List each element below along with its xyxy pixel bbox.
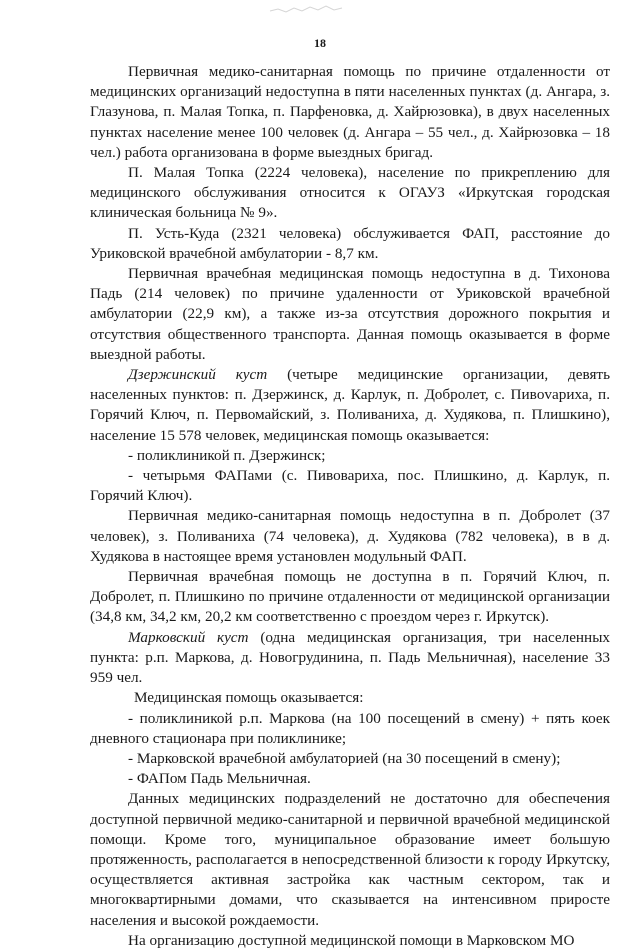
list-item: - ФАПом Падь Мельничная. (128, 770, 311, 788)
paragraph-insufficiency: Данных медицинских подразделений не достаточно для обеспечения доступной первичной медико-санитарной и первичной врачебной медицинской помощи. Кроме того, муниципальное образование имеет большую протяженность, располагается в непосредственной близости к городу Иркутску, осуществляется активная застройка как частным сектором, так и многоквартирными домами, что сказывается на интенсивном приросте населения и высокой рождаемости. (90, 790, 610, 929)
paragraph-malaya-topka: П. Малая Топка (2224 человека), население по прикреплению для медицинского обслуживания относится к ОГАУЗ «Иркутская городская клиническая больница № 9». (90, 164, 610, 222)
bush-description: (четыре медицинские организации, девять населенных пунктов: п. Дзержинск, д. Карлук, п. Добролет, с. Пивovариха, п. Горячий Ключ, п. Первомайский, з. Поливаниха, д. Худякова, п. Плишкино), население 15 578 человек, медицинская помощь оказывается: (90, 366, 610, 444)
bush-name-dzerzhinsky: Дзержинский куст (128, 366, 268, 384)
paragraph-markovsky-bush (90, 628, 610, 689)
paragraph-dzerzhinsky-bush (90, 365, 610, 446)
paragraph-tikhonova-pad: Первичная врачебная медицинская помощь недоступна в д. Тихонова Падь (214 человек) по причине удаленности от Уриковской врачебной амбулатории (22,9 км), а также из-за отсутствия дорожного покрытия и отсутствия общественного транспорта. Данная помощь оказывается в форме выездной работы. (90, 265, 610, 363)
document-body (90, 62, 610, 951)
page-number: 18 (314, 36, 326, 50)
bush-description: (одна медицинская организация, три населенных пункта: р.п. Маркова, д. Новогрудинина, п. Падь Мельничная), население 33 959 чел. (90, 628, 610, 687)
paragraph-ust-kuda: П. Усть-Куда (2321 человека) обслуживается ФАП, расстояние до Уриковской врачебной амбулатории - 8,7 км. (90, 224, 610, 262)
paragraph-dobrolet: Первичная медико-санитарная помощь недоступна в п. Добролет (37 человек), з. Поливаниха (74 человека), д. Худякова (782 человека), в в д. Худякова в настоящее время установлен модульный ФАП. (90, 507, 610, 565)
paragraph-access-remoteness: Первичная медико-санитарная помощь по причине отдаленности от медицинских организаций недоступна в пяти населенных пунктах (д. Ангара, з. Глазунова, п. Малая Топка, п. Парфеновка, д. Хайрюзовка), в двух населенных пунктах население менее 100 человек (д. Ангара – 55 чел., д. Хайрюзовка – 18 чел.) работа организована в форме выездных бригад. (90, 63, 610, 161)
list-item: - Марковской врачебной амбулаторией (на 30 посещений в смену); (128, 749, 561, 767)
scan-artifact (268, 2, 348, 16)
list-item: - поликлиникой п. Дзержинск; (128, 446, 326, 464)
paragraph-care-provided: Медицинская помощь оказывается: (134, 689, 364, 707)
paragraph-goryachy-klyuch: Первичная врачебная помощь не доступна в п. Горячий Ключ, п. Добролет, п. Плишкино по причине отдаленности от медицинской организации (34,8 км, 34,2 км, 20,2 км соответственно с проездом через г. Иркутск). (90, 568, 610, 626)
bush-name-markovsky: Марковский куст (128, 628, 249, 646)
list-item: - четырьмя ФАПами (с. Пивовариха, пос. Плишкино, д. Карлук, п. Горячий Ключ). (90, 467, 610, 505)
paragraph-markovo-organization: На организацию доступной медицинской помощи в Марковском МО (128, 931, 575, 949)
list-item: - поликлиникой р.п. Маркова (на 100 посещений в смену) + пять коек дневного стационара при поликлинике; (90, 709, 610, 747)
